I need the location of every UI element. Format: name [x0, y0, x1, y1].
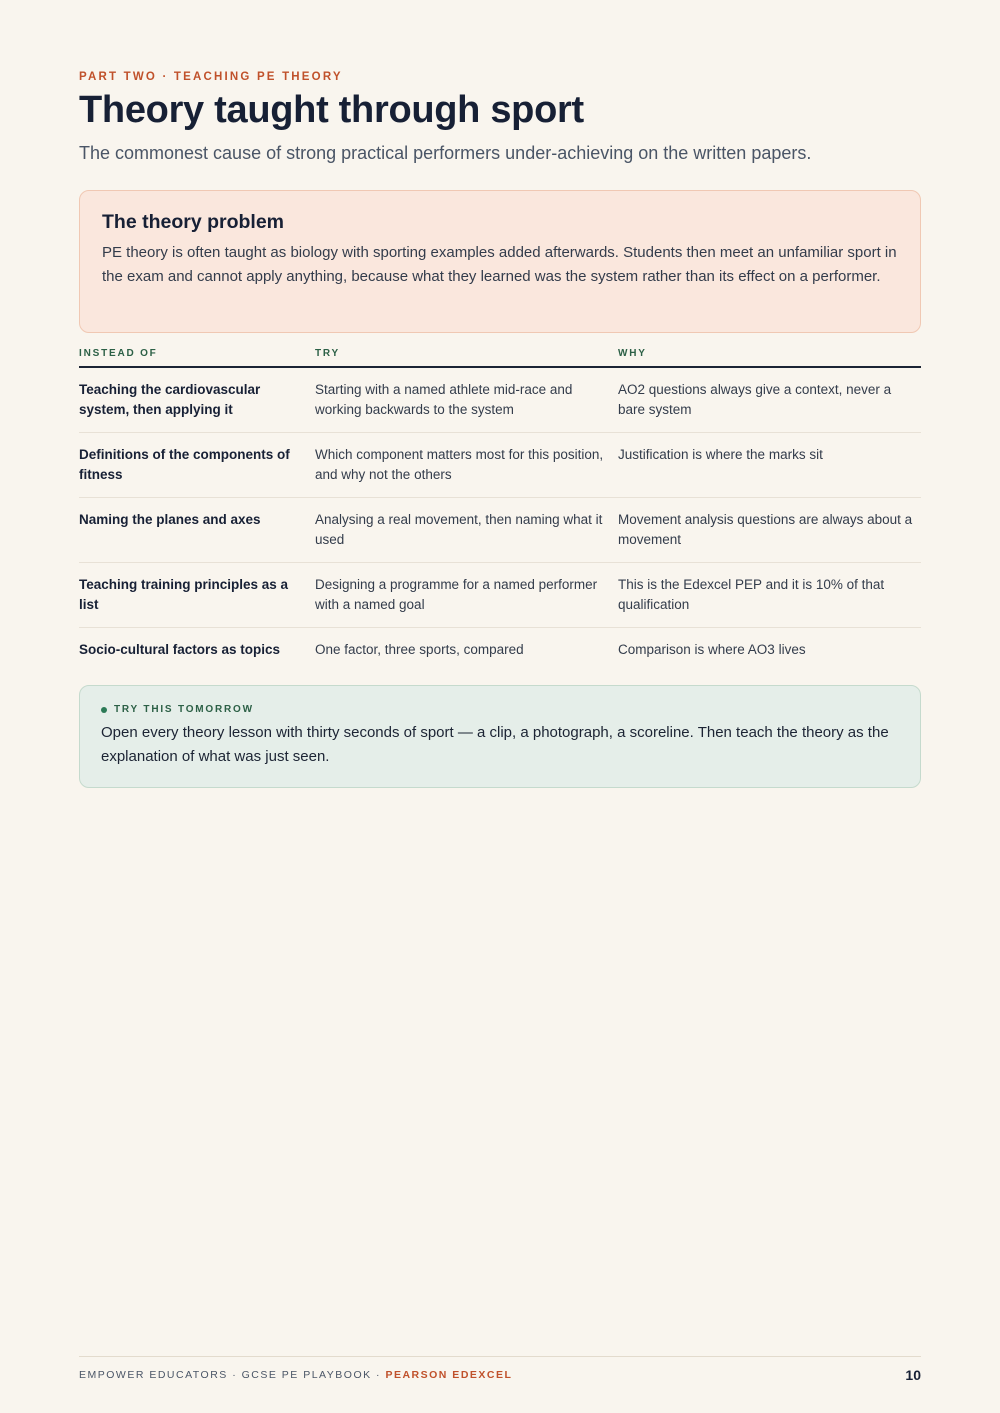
cell-try: Analysing a real movement, then naming what it used: [315, 512, 603, 547]
header-instead-of: INSTEAD OF: [79, 348, 158, 359]
cell-instead-of: Teaching training principles as a list: [79, 577, 289, 612]
tip-label: TRY THIS TOMORROW: [114, 704, 254, 715]
bullet-dot-icon: [101, 707, 107, 713]
comparison-table: [79, 344, 921, 693]
footer-credit: [79, 1369, 512, 1381]
page-title: Theory taught through sport: [79, 89, 584, 131]
page-number: 10: [905, 1367, 921, 1383]
footer-credit-text: EMPOWER EDUCATORS · GCSE PE PLAYBOOK ·: [79, 1369, 386, 1381]
page-subtitle: The commonest cause of strong practical performers under-achieving on the written papers.: [79, 143, 812, 163]
table-row: [79, 433, 921, 498]
cell-try: Starting with a named athlete mid-race and working backwards to the system: [315, 382, 573, 417]
table-row: [79, 628, 921, 693]
footer: [79, 1367, 921, 1383]
cell-why: Justification is where the marks sit: [618, 447, 823, 462]
table-row: [79, 563, 921, 628]
cell-why: AO2 questions always give a context, never a bare system: [618, 382, 892, 417]
footer-divider: [79, 1356, 921, 1357]
cell-why: This is the Edexcel PEP and it is 10% of that qualification: [618, 577, 885, 612]
cell-why: Comparison is where AO3 lives: [618, 642, 806, 657]
cell-instead-of: Naming the planes and axes: [79, 512, 261, 527]
cell-try: One factor, three sports, compared: [315, 642, 524, 657]
cell-instead-of: Definitions of the components of fitness: [79, 447, 290, 482]
tip-label-row: [101, 704, 899, 715]
cell-try: Designing a programme for a named performer with a named goal: [315, 577, 598, 612]
tip-body: Open every theory lesson with thirty seconds of sport — a clip, a photograph, a scoreline. Then teach the theory as the explanation of what was just seen.: [101, 724, 889, 765]
footer-brand: PEARSON EDEXCEL: [385, 1369, 513, 1381]
callout-heading: The theory problem: [102, 211, 285, 233]
table-header: [79, 344, 921, 368]
callout-body: PE theory is often taught as biology with sporting examples added afterwards. Students then meet an unfamiliar sport in the exam and cannot apply anything, because what they learned was the system rather than its effect on a performer.: [102, 244, 897, 285]
header-try: TRY: [315, 348, 341, 359]
cell-instead-of: Socio-cultural factors as topics: [79, 642, 281, 657]
cell-try: Which component matters most for this position, and why not the others: [315, 447, 604, 482]
table-row: [79, 368, 921, 433]
cell-instead-of: Teaching the cardiovascular system, then applying it: [79, 382, 261, 417]
theory-problem-callout: [79, 190, 921, 333]
section-eyebrow: PART TWO · TEACHING PE THEORY: [79, 71, 343, 83]
try-this-tomorrow-callout: [79, 685, 921, 788]
header-why: WHY: [618, 348, 647, 359]
cell-why: Movement analysis questions are always about a movement: [618, 512, 913, 547]
page: [79, 0, 921, 1413]
table-row: [79, 498, 921, 563]
